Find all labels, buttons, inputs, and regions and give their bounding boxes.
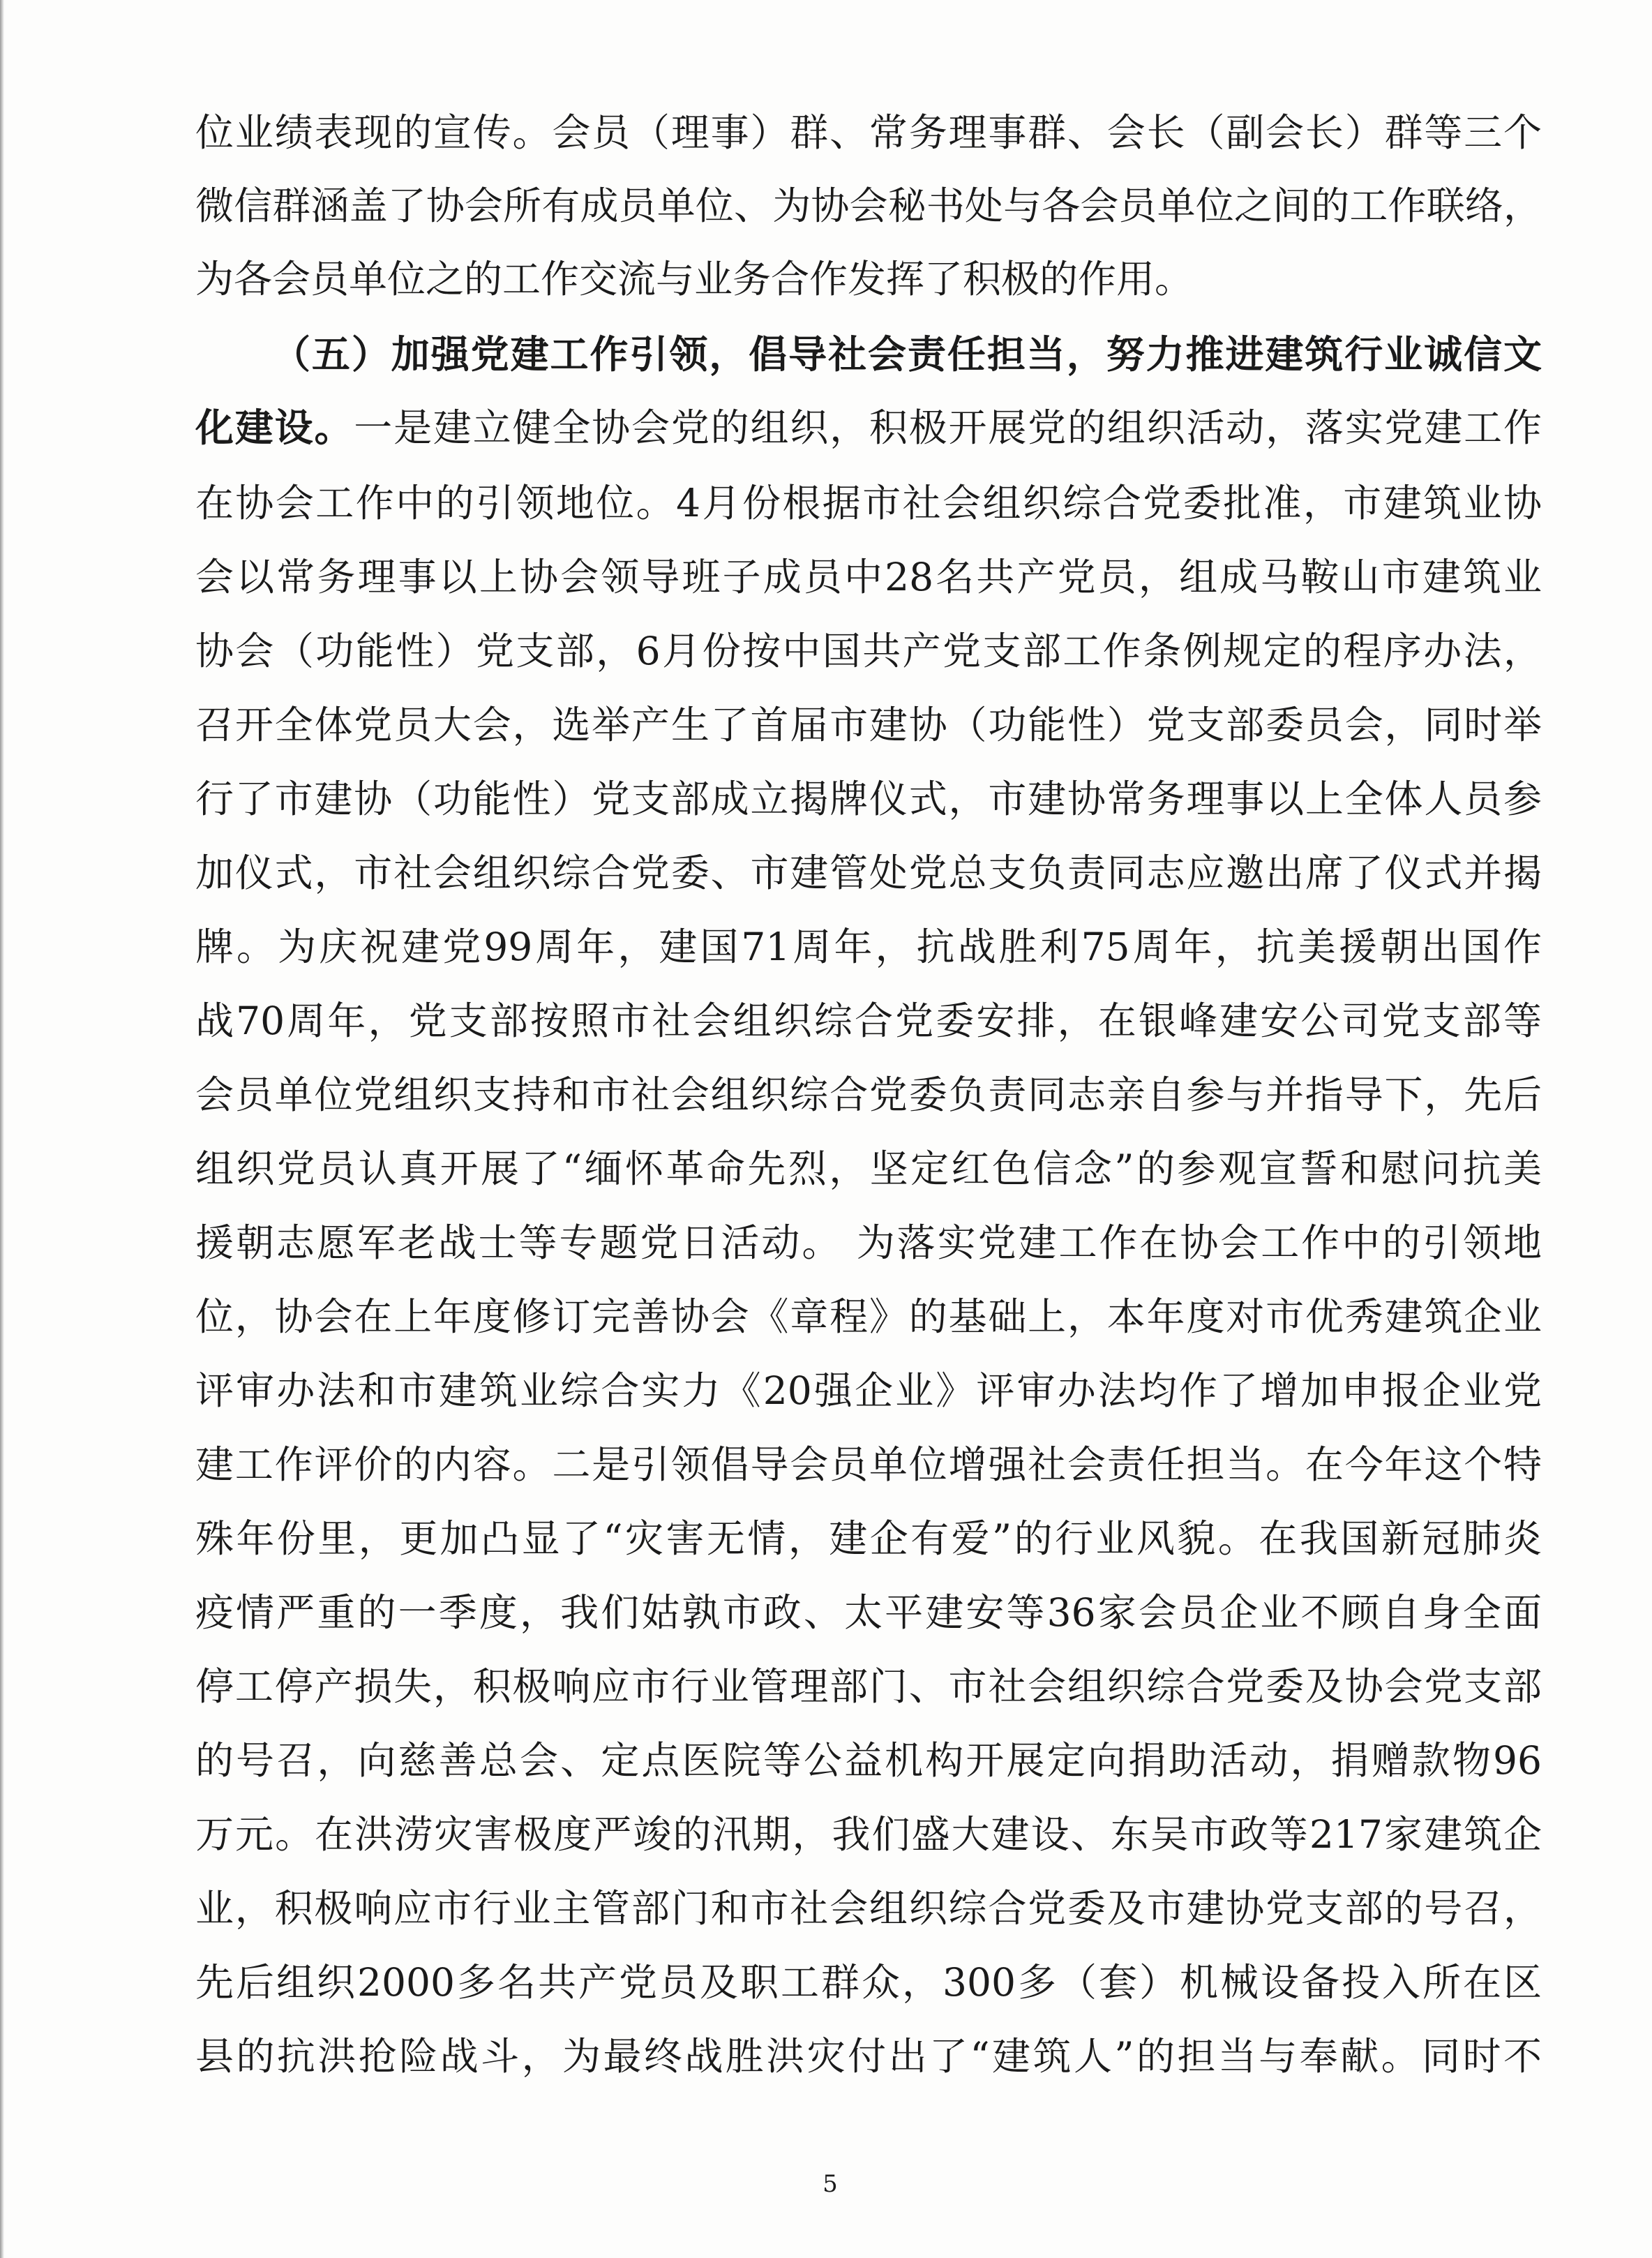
body-line-9: 召开全体党员大会，选举产生了首届市建协（功能性）党支部委员会，同时举 (195, 703, 1542, 747)
body-line-18: 评审办法和市建筑业综合实力《20强企业》评审办法均作了增加申报企业党 (195, 1368, 1542, 1413)
body-line-23: 的号召，向慈善总会、定点医院等公益机构开展定向捐助活动，捐赠款物96 (195, 1738, 1542, 1783)
body-line-14: 会员单位党组织支持和市社会组织综合党委负责同志亲自参与并指导下，先后 (195, 1072, 1542, 1117)
body-line-12: 牌。为庆祝建党99周年，建国71周年，抗战胜利75周年，抗美援朝出国作 (195, 925, 1542, 969)
section-heading-line: （五）加强党建工作引领，倡导社会责任担当，努力推进建筑行业诚信文 (272, 331, 1542, 377)
body-line-7: 会以常务理事以上协会领导班子成员中28名共产党员，组成马鞍山市建筑业 (195, 555, 1542, 599)
body-line-22: 停工停产损失，积极响应市行业管理部门、市社会组织综合党委及协会党支部 (195, 1664, 1542, 1709)
body-line-25: 业，积极响应市行业主管部门和市社会组织综合党委及市建协党支部的号召， (195, 1886, 1542, 1931)
body-line-20: 殊年份里，更加凸显了“灾害无情，建企有爱”的行业风貌。在我国新冠肺炎 (195, 1516, 1542, 1561)
body-line-17: 位，协会在上年度修订完善协会《章程》的基础上，本年度对市优秀建筑企业 (195, 1294, 1542, 1339)
body-line-1: 位业绩表现的宣传。会员（理事）群、常务理事群、会长（副会长）群等三个 (195, 110, 1542, 155)
body-line-13: 战70周年，党支部按照市社会组织综合党委安排，在银峰建安公司党支部等 (195, 999, 1542, 1043)
body-line-26: 先后组织2000多名共产党员及职工群众，300多（套）机械设备投入所在区 (195, 1960, 1542, 2005)
page-number: 5 (823, 2170, 838, 2198)
body-line-5: 化建设。一是建立健全协会党的组织，积极开展党的组织活动，落实党建工作 (195, 405, 1542, 450)
body-line-27: 县的抗洪抢险战斗，为最终战胜洪灾付出了“建筑人”的担当与奉献。同时不 (195, 2034, 1542, 2079)
body-line-24: 万元。在洪涝灾害极度严竣的汛期，我们盛大建设、东吴市政等217家建筑企 (195, 1812, 1542, 1857)
body-line-21: 疫情严重的一季度，我们姑孰市政、太平建安等36家会员企业不顾自身全面 (195, 1590, 1542, 1635)
body-line-19: 建工作评价的内容。二是引领倡导会员单位增强社会责任担当。在今年这个特 (195, 1442, 1542, 1487)
body-line-2: 微信群涵盖了协会所有成员单位、为协会秘书处与各会员单位之间的工作联络， (195, 184, 1542, 228)
section-heading-end: 化建设。 (195, 405, 354, 450)
body-line-6: 在协会工作中的引领地位。4月份根据市社会组织综合党委批准，市建筑业协 (195, 481, 1542, 525)
scan-edge (0, 0, 4, 2258)
body-line-10: 行了市建协（功能性）党支部成立揭牌仪式，市建协常务理事以上全体人员参 (195, 777, 1542, 821)
body-line-8: 协会（功能性）党支部，6月份按中国共产党支部工作条例规定的程序办法， (195, 629, 1542, 673)
body-line-11: 加仪式，市社会组织综合党委、市建管处党总支负责同志应邀出席了仪式并揭 (195, 851, 1542, 895)
body-line-15: 组织党员认真开展了“缅怀革命先烈，坚定红色信念”的参观宣誓和慰问抗美 (195, 1146, 1542, 1191)
body-line-16: 援朝志愿军老战士等专题党日活动。 为落实党建工作在协会工作中的引领地 (195, 1220, 1542, 1265)
body-line-3: 为各会员单位之的工作交流与业务合作发挥了积极的作用。 (195, 257, 1194, 301)
